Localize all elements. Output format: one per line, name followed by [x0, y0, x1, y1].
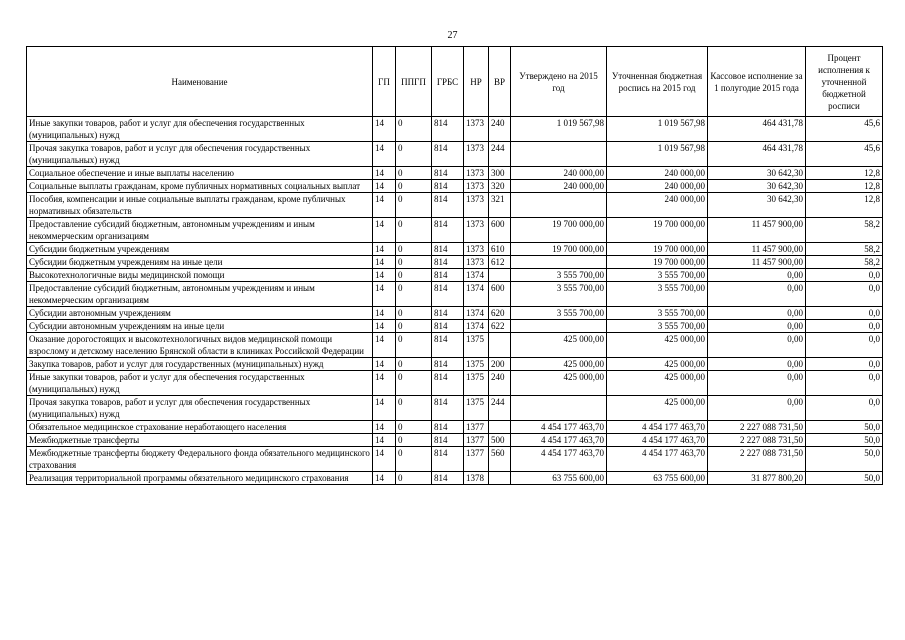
row-ppgp-cell: 0 [396, 358, 432, 371]
row-nr-cell: 1375 [464, 371, 489, 396]
header-percent: Процент исполнения к уточненной бюджетной росписи [806, 47, 883, 117]
row-nr-cell: 1377 [464, 421, 489, 434]
row-nr-cell: 1374 [464, 320, 489, 333]
row-grbs-cell: 814 [432, 167, 464, 180]
row-cash-cell: 2 227 088 731,50 [708, 434, 806, 447]
row-name-cell: Оказание дорогостоящих и высокотехнологичных видов медицинской помощи взрослому и детскому населению Брянской области в клиниках Российской Федерации [27, 333, 373, 358]
row-nr-cell: 1374 [464, 307, 489, 320]
row-refined-cell: 3 555 700,00 [607, 320, 708, 333]
row-grbs-cell: 814 [432, 447, 464, 472]
row-refined-cell: 3 555 700,00 [607, 307, 708, 320]
row-vr-cell: 240 [489, 371, 511, 396]
row-cash-cell: 464 431,78 [708, 142, 806, 167]
header-grbs: ГРБС [432, 47, 464, 117]
row-gp-cell: 14 [373, 180, 396, 193]
row-name-cell: Прочая закупка товаров, работ и услуг для обеспечения государственных (муниципальных) нужд [27, 396, 373, 421]
row-percent-cell: 12,8 [806, 193, 883, 218]
row-approved-cell [511, 256, 607, 269]
row-approved-cell: 3 555 700,00 [511, 307, 607, 320]
table-row [27, 282, 883, 307]
row-ppgp-cell: 0 [396, 142, 432, 167]
row-vr-cell: 500 [489, 434, 511, 447]
row-grbs-cell: 814 [432, 256, 464, 269]
table-row [27, 447, 883, 472]
header-ppgp: ППГП [396, 47, 432, 117]
row-grbs-cell: 814 [432, 117, 464, 142]
row-cash-cell: 0,00 [708, 282, 806, 307]
table-row [27, 218, 883, 243]
header-gp: ГП [373, 47, 396, 117]
table-row [27, 193, 883, 218]
row-refined-cell: 3 555 700,00 [607, 269, 708, 282]
row-vr-cell: 610 [489, 243, 511, 256]
row-gp-cell: 14 [373, 472, 396, 485]
row-refined-cell: 1 019 567,98 [607, 117, 708, 142]
row-refined-cell: 240 000,00 [607, 167, 708, 180]
row-percent-cell: 58,2 [806, 256, 883, 269]
row-approved-cell: 3 555 700,00 [511, 282, 607, 307]
row-name-cell: Социальные выплаты гражданам, кроме публичных нормативных социальных выплат [27, 180, 373, 193]
row-grbs-cell: 814 [432, 243, 464, 256]
row-name-cell: Пособия, компенсации и иные социальные выплаты гражданам, кроме публичных нормативных обязательств [27, 193, 373, 218]
row-ppgp-cell: 0 [396, 256, 432, 269]
row-approved-cell [511, 193, 607, 218]
table-row [27, 142, 883, 167]
row-name-cell: Иные закупки товаров, работ и услуг для обеспечения государственных (муниципальных) нужд [27, 371, 373, 396]
row-gp-cell: 14 [373, 396, 396, 421]
row-approved-cell: 240 000,00 [511, 180, 607, 193]
row-cash-cell: 0,00 [708, 396, 806, 421]
row-gp-cell: 14 [373, 142, 396, 167]
row-percent-cell: 0,0 [806, 307, 883, 320]
row-percent-cell: 50,0 [806, 472, 883, 485]
table-row [27, 358, 883, 371]
row-refined-cell: 19 700 000,00 [607, 218, 708, 243]
row-cash-cell: 464 431,78 [708, 117, 806, 142]
row-refined-cell: 425 000,00 [607, 333, 708, 358]
row-grbs-cell: 814 [432, 282, 464, 307]
row-name-cell: Прочая закупка товаров, работ и услуг для обеспечения государственных (муниципальных) нужд [27, 142, 373, 167]
header-cash: Кассовое исполнение за 1 полугодие 2015 года [708, 47, 806, 117]
header-vr: ВР [489, 47, 511, 117]
row-gp-cell: 14 [373, 358, 396, 371]
row-vr-cell [489, 472, 511, 485]
row-name-cell: Межбюджетные трансферты бюджету Федерального фонда обязательного медицинского страхования [27, 447, 373, 472]
row-approved-cell [511, 320, 607, 333]
table-row [27, 167, 883, 180]
row-name-cell: Субсидии автономным учреждениям [27, 307, 373, 320]
header-nr: НР [464, 47, 489, 117]
row-ppgp-cell: 0 [396, 282, 432, 307]
row-vr-cell [489, 269, 511, 282]
row-ppgp-cell: 0 [396, 320, 432, 333]
row-approved-cell: 425 000,00 [511, 333, 607, 358]
row-grbs-cell: 814 [432, 180, 464, 193]
row-gp-cell: 14 [373, 434, 396, 447]
table-row [27, 421, 883, 434]
table-row [27, 371, 883, 396]
row-refined-cell: 19 700 000,00 [607, 243, 708, 256]
row-gp-cell: 14 [373, 117, 396, 142]
row-percent-cell: 58,2 [806, 243, 883, 256]
row-name-cell: Межбюджетные трансферты [27, 434, 373, 447]
table-row [27, 434, 883, 447]
row-approved-cell: 63 755 600,00 [511, 472, 607, 485]
row-nr-cell: 1373 [464, 193, 489, 218]
row-vr-cell: 300 [489, 167, 511, 180]
row-grbs-cell: 814 [432, 434, 464, 447]
row-cash-cell: 30 642,30 [708, 193, 806, 218]
row-refined-cell: 19 700 000,00 [607, 256, 708, 269]
row-nr-cell: 1373 [464, 117, 489, 142]
row-name-cell: Обязательное медицинское страхование неработающего населения [27, 421, 373, 434]
row-nr-cell: 1378 [464, 472, 489, 485]
row-percent-cell: 0,0 [806, 269, 883, 282]
table-row [27, 307, 883, 320]
row-vr-cell: 560 [489, 447, 511, 472]
row-vr-cell: 244 [489, 142, 511, 167]
header-refined: Уточненная бюджетная роспись на 2015 год [607, 47, 708, 117]
page-number: 27 [447, 30, 458, 41]
row-grbs-cell: 814 [432, 421, 464, 434]
row-vr-cell: 612 [489, 256, 511, 269]
row-gp-cell: 14 [373, 269, 396, 282]
row-name-cell: Предоставление субсидий бюджетным, автономным учреждениям и иным некоммерческим организациям [27, 282, 373, 307]
row-ppgp-cell: 0 [396, 434, 432, 447]
row-ppgp-cell: 0 [396, 396, 432, 421]
row-gp-cell: 14 [373, 167, 396, 180]
row-gp-cell: 14 [373, 243, 396, 256]
row-nr-cell: 1377 [464, 447, 489, 472]
row-cash-cell: 0,00 [708, 307, 806, 320]
row-ppgp-cell: 0 [396, 447, 432, 472]
row-nr-cell: 1375 [464, 396, 489, 421]
row-grbs-cell: 814 [432, 358, 464, 371]
row-ppgp-cell: 0 [396, 243, 432, 256]
row-percent-cell: 50,0 [806, 421, 883, 434]
row-percent-cell: 0,0 [806, 333, 883, 358]
row-cash-cell: 30 642,30 [708, 167, 806, 180]
row-nr-cell: 1375 [464, 358, 489, 371]
row-vr-cell: 240 [489, 117, 511, 142]
row-percent-cell: 12,8 [806, 167, 883, 180]
table-row [27, 320, 883, 333]
row-percent-cell: 45,6 [806, 142, 883, 167]
row-grbs-cell: 814 [432, 333, 464, 358]
row-approved-cell: 425 000,00 [511, 358, 607, 371]
row-nr-cell: 1373 [464, 180, 489, 193]
row-refined-cell: 240 000,00 [607, 180, 708, 193]
table-row [27, 256, 883, 269]
row-refined-cell: 1 019 567,98 [607, 142, 708, 167]
row-vr-cell: 200 [489, 358, 511, 371]
row-ppgp-cell: 0 [396, 218, 432, 243]
row-approved-cell: 3 555 700,00 [511, 269, 607, 282]
table-row [27, 472, 883, 485]
row-percent-cell: 50,0 [806, 447, 883, 472]
row-approved-cell: 1 019 567,98 [511, 117, 607, 142]
row-name-cell: Социальное обеспечение и иные выплаты населению [27, 167, 373, 180]
row-approved-cell: 425 000,00 [511, 371, 607, 396]
row-grbs-cell: 814 [432, 142, 464, 167]
row-cash-cell: 11 457 900,00 [708, 243, 806, 256]
row-nr-cell: 1374 [464, 282, 489, 307]
row-refined-cell: 63 755 600,00 [607, 472, 708, 485]
row-gp-cell: 14 [373, 421, 396, 434]
row-refined-cell: 425 000,00 [607, 371, 708, 396]
row-cash-cell: 2 227 088 731,50 [708, 447, 806, 472]
row-nr-cell: 1373 [464, 218, 489, 243]
table-row [27, 180, 883, 193]
row-nr-cell: 1377 [464, 434, 489, 447]
row-percent-cell: 0,0 [806, 320, 883, 333]
row-grbs-cell: 814 [432, 193, 464, 218]
table-row [27, 243, 883, 256]
row-vr-cell: 244 [489, 396, 511, 421]
row-nr-cell: 1375 [464, 333, 489, 358]
row-percent-cell: 0,0 [806, 282, 883, 307]
row-name-cell: Предоставление субсидий бюджетным, автономным учреждениям и иным некоммерческим организациям [27, 218, 373, 243]
row-percent-cell: 58,2 [806, 218, 883, 243]
row-approved-cell: 19 700 000,00 [511, 218, 607, 243]
row-approved-cell: 19 700 000,00 [511, 243, 607, 256]
row-ppgp-cell: 0 [396, 167, 432, 180]
row-vr-cell: 320 [489, 180, 511, 193]
row-approved-cell: 4 454 177 463,70 [511, 447, 607, 472]
row-ppgp-cell: 0 [396, 421, 432, 434]
row-refined-cell: 425 000,00 [607, 358, 708, 371]
row-percent-cell: 50,0 [806, 434, 883, 447]
row-ppgp-cell: 0 [396, 193, 432, 218]
row-percent-cell: 45,6 [806, 117, 883, 142]
row-ppgp-cell: 0 [396, 180, 432, 193]
row-gp-cell: 14 [373, 193, 396, 218]
table-row [27, 333, 883, 358]
row-ppgp-cell: 0 [396, 269, 432, 282]
row-gp-cell: 14 [373, 282, 396, 307]
table-header-row [27, 47, 883, 117]
row-cash-cell: 11 457 900,00 [708, 256, 806, 269]
row-vr-cell [489, 333, 511, 358]
row-cash-cell: 0,00 [708, 320, 806, 333]
header-approved: Утверждено на 2015 год [511, 47, 607, 117]
row-cash-cell: 0,00 [708, 269, 806, 282]
row-nr-cell: 1373 [464, 256, 489, 269]
row-approved-cell [511, 142, 607, 167]
row-name-cell: Субсидии автономным учреждениям на иные цели [27, 320, 373, 333]
row-approved-cell: 4 454 177 463,70 [511, 421, 607, 434]
row-vr-cell: 321 [489, 193, 511, 218]
row-ppgp-cell: 0 [396, 307, 432, 320]
row-cash-cell: 30 642,30 [708, 180, 806, 193]
row-vr-cell: 600 [489, 218, 511, 243]
row-approved-cell [511, 396, 607, 421]
row-ppgp-cell: 0 [396, 117, 432, 142]
row-gp-cell: 14 [373, 371, 396, 396]
row-name-cell: Субсидии бюджетным учреждениям на иные цели [27, 256, 373, 269]
row-grbs-cell: 814 [432, 472, 464, 485]
row-grbs-cell: 814 [432, 320, 464, 333]
row-percent-cell: 0,0 [806, 358, 883, 371]
row-name-cell: Реализация территориальной программы обязательного медицинского страхования [27, 472, 373, 485]
row-gp-cell: 14 [373, 447, 396, 472]
row-name-cell: Закупка товаров, работ и услуг для государственных (муниципальных) нужд [27, 358, 373, 371]
row-nr-cell: 1374 [464, 269, 489, 282]
row-nr-cell: 1373 [464, 243, 489, 256]
row-grbs-cell: 814 [432, 218, 464, 243]
row-refined-cell: 425 000,00 [607, 396, 708, 421]
row-ppgp-cell: 0 [396, 472, 432, 485]
row-ppgp-cell: 0 [396, 333, 432, 358]
row-grbs-cell: 814 [432, 371, 464, 396]
table-row [27, 269, 883, 282]
row-grbs-cell: 814 [432, 396, 464, 421]
row-gp-cell: 14 [373, 218, 396, 243]
header-name: Наименование [27, 47, 373, 117]
row-vr-cell: 620 [489, 307, 511, 320]
row-gp-cell: 14 [373, 320, 396, 333]
row-refined-cell: 240 000,00 [607, 193, 708, 218]
row-refined-cell: 3 555 700,00 [607, 282, 708, 307]
row-nr-cell: 1373 [464, 167, 489, 180]
row-gp-cell: 14 [373, 333, 396, 358]
row-name-cell: Иные закупки товаров, работ и услуг для обеспечения государственных (муниципальных) нужд [27, 117, 373, 142]
row-cash-cell: 0,00 [708, 358, 806, 371]
row-nr-cell: 1373 [464, 142, 489, 167]
table-body [27, 117, 883, 485]
row-cash-cell: 31 877 800,20 [708, 472, 806, 485]
row-grbs-cell: 814 [432, 307, 464, 320]
row-vr-cell: 622 [489, 320, 511, 333]
row-grbs-cell: 814 [432, 269, 464, 282]
row-refined-cell: 4 454 177 463,70 [607, 421, 708, 434]
row-name-cell: Высокотехнологичные виды медицинской помощи [27, 269, 373, 282]
row-cash-cell: 0,00 [708, 333, 806, 358]
row-approved-cell: 4 454 177 463,70 [511, 434, 607, 447]
table-row [27, 117, 883, 142]
row-vr-cell: 600 [489, 282, 511, 307]
row-percent-cell: 0,0 [806, 371, 883, 396]
row-refined-cell: 4 454 177 463,70 [607, 434, 708, 447]
row-name-cell: Субсидии бюджетным учреждениям [27, 243, 373, 256]
row-refined-cell: 4 454 177 463,70 [607, 447, 708, 472]
row-gp-cell: 14 [373, 256, 396, 269]
row-percent-cell: 12,8 [806, 180, 883, 193]
row-cash-cell: 11 457 900,00 [708, 218, 806, 243]
row-gp-cell: 14 [373, 307, 396, 320]
row-ppgp-cell: 0 [396, 371, 432, 396]
row-percent-cell: 0,0 [806, 396, 883, 421]
budget-execution-table [26, 46, 883, 485]
row-vr-cell [489, 421, 511, 434]
row-cash-cell: 2 227 088 731,50 [708, 421, 806, 434]
row-cash-cell: 0,00 [708, 371, 806, 396]
table-row [27, 396, 883, 421]
row-approved-cell: 240 000,00 [511, 167, 607, 180]
